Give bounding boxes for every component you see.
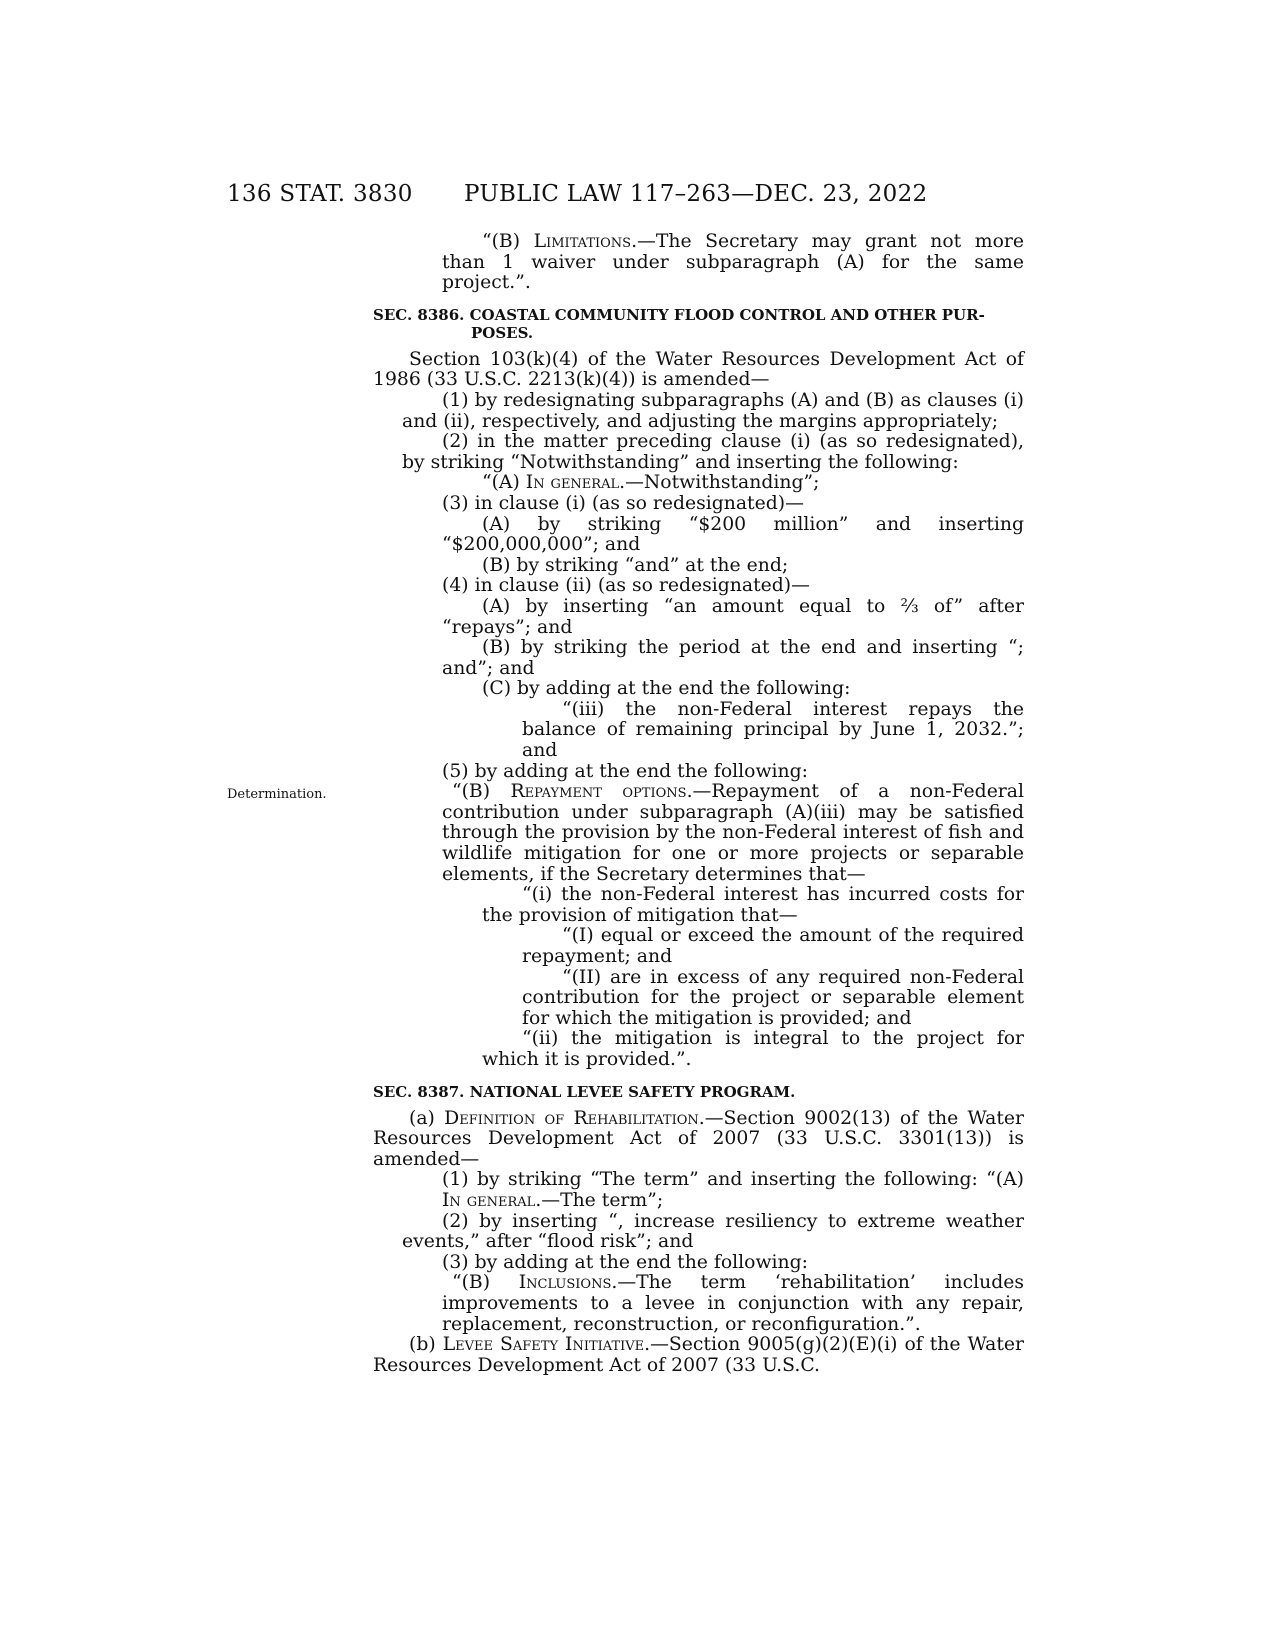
paragraph-3-b: (B) by striking “and” at the end; xyxy=(482,554,789,576)
subsection-b-levee-safety: (b) Levee Safety Initiative.—Section 9005(g)(2)(E)(i) of the Water Resources Development Act of 2007 (33 U.S.C. xyxy=(373,1334,1024,1376)
section-8386-intro: Section 103(k)(4) of the Water Resources Development Act of 1986 (33 U.S.C. 2213(k)(4)) is amended— xyxy=(373,348,1024,391)
paragraph-3: (3) in clause (i) (as so redesignated)— xyxy=(442,492,804,514)
paragraph-3-a: (A) by striking “$200 million” and inserting “$200,000,000”; and xyxy=(442,513,1024,556)
clause-i: “(i) the non-Federal interest has incurred costs for the provision of mitigation that— xyxy=(482,884,1024,926)
paragraph-2-insert: “(A) In general.—Notwithstanding”; xyxy=(482,472,820,494)
subclause-II: “(II) are in excess of any required non-Federal contribution for the project or separable element for which the mitigation is provided; and xyxy=(522,966,1024,1029)
paragraph-4-c: (C) by adding at the end the following: xyxy=(482,678,851,700)
paragraph-4: (4) in clause (ii) (as so redesignated)— xyxy=(442,575,810,597)
section-8386-heading: SEC. 8386. COASTAL COMMUNITY FLOOD CONTROL AND OTHER PUR- POSES. xyxy=(373,305,985,342)
subparagraph-b-limitations: “(B) Limitations.—The Secretary may grant not more than 1 waiver under subparagraph (A) for the same project.”. xyxy=(442,231,1024,294)
subclause-I: “(I) equal or exceed the amount of the required repayment; and xyxy=(522,925,1024,967)
stat-citation: 136 STAT. 3830 xyxy=(227,181,413,207)
subsection-a-definition: (a) Definition of Rehabilitation.—Section 9002(13) of the Water Resources Development Act of 2007 (33 U.S.C. 3301(13)) is amended— xyxy=(373,1107,1025,1170)
paragraph-4-a: (A) by inserting “an amount equal to ⅔ of” after “repays”; and xyxy=(442,595,1024,638)
paragraph-5: (5) by adding at the end the following: xyxy=(442,760,808,782)
clause-ii: “(ii) the mitigation is integral to the project for which it is provided.”. xyxy=(482,1028,1024,1070)
subsection-a-3-inclusions: “(B) Inclusions.—The term ‘rehabilitation’ includes improvements to a levee in conjunction with any repair, replacement, reconstruction, or reconfiguration.”. xyxy=(442,1272,1024,1335)
margin-note: Determination. xyxy=(227,787,327,802)
subparagraph-b-repayment-options: “(B) Repayment options.—Repayment of a non-Federal contribution under subparagraph (A)(iii) may be satisfied through the provision by the non-Federal interest of fish and wildlife mitigation for one or more projects or separable elements, if the Secretary determines that— xyxy=(442,781,1024,885)
subsection-a-3: (3) by adding at the end the following: xyxy=(442,1251,808,1273)
public-law-title: PUBLIC LAW 117–263—DEC. 23, 2022 xyxy=(464,181,928,207)
page-header xyxy=(227,181,1027,215)
clause-iii: “(iii) the non-Federal interest repays the balance of remaining principal by June 1, 2032.”; and xyxy=(522,698,1024,762)
paragraph-2: (2) in the matter preceding clause (i) (as so redesignated), by striking “Notwithstanding” and inserting the following: xyxy=(402,431,1024,473)
subsection-a-1: (1) by striking “The term” and inserting the following: “(A) In general.—The term”; xyxy=(442,1169,1024,1211)
document-body xyxy=(373,232,1024,1376)
subsection-a-2: (2) by inserting “, increase resiliency to extreme weather events,” after “flood risk”; and xyxy=(402,1210,1024,1253)
section-8387-heading: SEC. 8387. NATIONAL LEVEE SAFETY PROGRAM. xyxy=(373,1082,796,1101)
paragraph-1: (1) by redesignating subparagraphs (A) and (B) as clauses (i) and (ii), respectively, and adjusting the margins appropriately; xyxy=(402,389,1024,432)
paragraph-4-b: (B) by striking the period at the end and inserting “; and”; and xyxy=(442,637,1024,679)
